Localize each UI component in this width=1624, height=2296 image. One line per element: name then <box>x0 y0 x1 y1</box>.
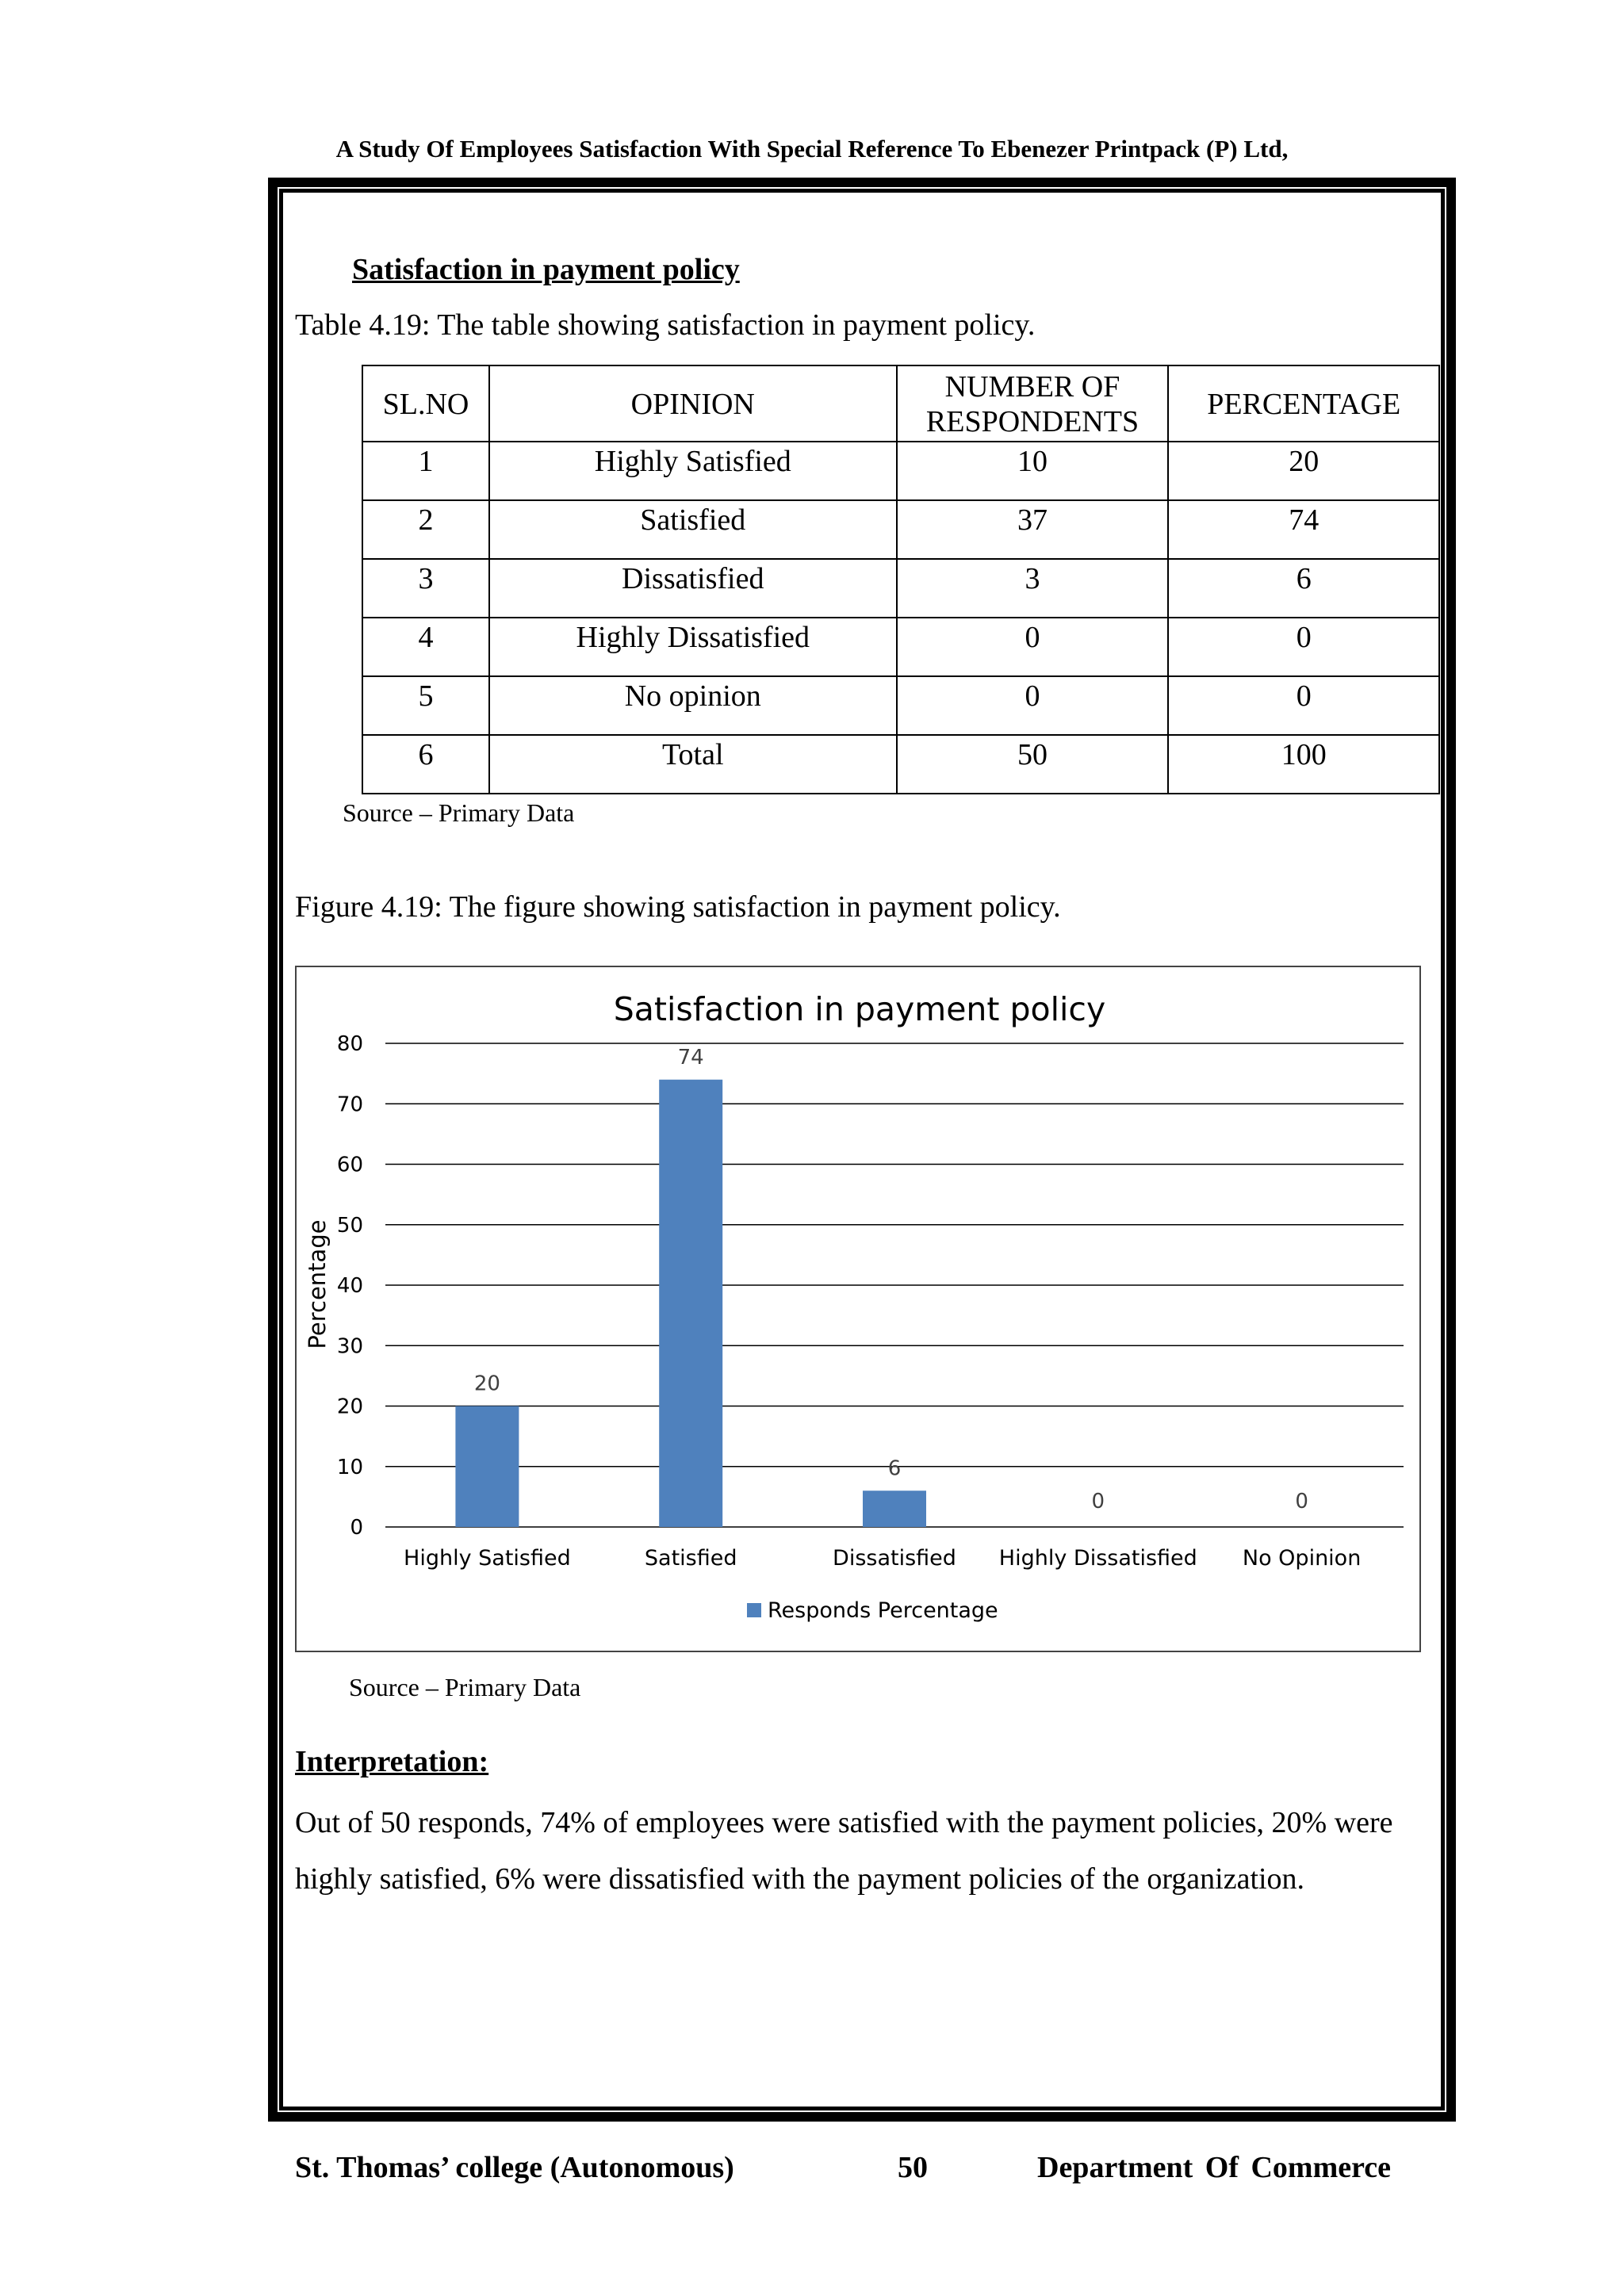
cell-sl-no: 3 <box>362 559 489 618</box>
cell-respondents: 0 <box>897 618 1169 676</box>
interpretation-text: Out of 50 responds, 74% of employees were satisfied with the payment policies, 20% were highly satisfied, 6% were dissatisfied with the payment policies of the organization. <box>295 1806 1393 1896</box>
legend-label: Responds Percentage <box>768 1598 998 1623</box>
cell-sl-no: 2 <box>362 500 489 559</box>
satisfaction-table <box>362 365 1440 794</box>
cell-opinion: Highly Dissatisfied <box>489 618 897 676</box>
x-category-label: Highly Dissatisfied <box>998 1546 1197 1571</box>
cell-sl-no: 5 <box>362 676 489 735</box>
interpretation-heading: Interpretation: <box>295 1745 489 1778</box>
y-axis-label: Percentage <box>304 1219 331 1349</box>
cell-opinion: Dissatisfied <box>489 559 897 618</box>
bar <box>455 1406 519 1528</box>
cell-opinion: Satisfied <box>489 500 897 559</box>
cell-respondents: 10 <box>897 442 1169 500</box>
table-row <box>362 442 1439 500</box>
y-tick-label: 80 <box>336 1032 363 1056</box>
cell-opinion: Highly Satisfied <box>489 442 897 500</box>
cell-respondents: 37 <box>897 500 1169 559</box>
x-category-label: Dissatisfied <box>833 1546 956 1571</box>
figure-source: Source – Primary Data <box>349 1673 581 1701</box>
cell-respondents: 3 <box>897 559 1169 618</box>
cell-opinion: No opinion <box>489 676 897 735</box>
data-label: 0 <box>1295 1490 1308 1513</box>
cell-percentage: 100 <box>1168 735 1439 794</box>
data-label: 20 <box>473 1372 500 1396</box>
cell-respondents: 50 <box>897 735 1169 794</box>
header-opinion: OPINION <box>489 365 897 442</box>
page-header: A Study Of Employees Satisfaction With Special Reference To Ebenezer Printpack (P) Ltd, <box>335 135 1289 163</box>
cell-sl-no: 4 <box>362 618 489 676</box>
table-row <box>362 676 1439 735</box>
cell-sl-no: 1 <box>362 442 489 500</box>
table-header-row <box>362 365 1439 442</box>
y-tick-label: 20 <box>336 1395 363 1419</box>
x-category-label: Highly Satisfied <box>404 1546 571 1571</box>
cell-opinion: Total <box>489 735 897 794</box>
y-tick-label: 70 <box>336 1093 363 1117</box>
table-caption: Table 4.19: The table showing satisfaction in payment policy. <box>295 308 1036 342</box>
cell-percentage: 6 <box>1168 559 1439 618</box>
y-tick-label: 10 <box>336 1455 363 1479</box>
figure-caption: Figure 4.19: The figure showing satisfaction in payment policy. <box>295 890 1061 924</box>
cell-percentage: 0 <box>1168 618 1439 676</box>
x-category-label: No Opinion <box>1242 1546 1362 1571</box>
cell-percentage: 74 <box>1168 500 1439 559</box>
y-tick-label: 60 <box>336 1153 363 1177</box>
table-source: Source – Primary Data <box>343 798 575 827</box>
footer-department: Department Of Commerce <box>1037 2151 1392 2184</box>
footer-college: St. Thomas’ college (Autonomous) <box>295 2151 734 2184</box>
data-label: 0 <box>1091 1490 1105 1513</box>
x-category-label: Satisfied <box>644 1546 737 1571</box>
chart-title: Satisfaction in payment policy <box>613 990 1106 1028</box>
y-tick-label: 40 <box>336 1274 363 1298</box>
cell-percentage: 0 <box>1168 676 1439 735</box>
bar-chart <box>295 966 1421 1652</box>
legend-swatch <box>747 1603 761 1617</box>
cell-respondents: 0 <box>897 676 1169 735</box>
bar <box>863 1490 926 1527</box>
y-tick-label: 0 <box>350 1516 363 1540</box>
data-label: 74 <box>677 1045 704 1070</box>
section-heading: Satisfaction in payment policy <box>352 253 740 286</box>
cell-percentage: 20 <box>1168 442 1439 500</box>
table-row <box>362 618 1439 676</box>
table-row <box>362 735 1439 794</box>
footer-page-number: 50 <box>898 2151 928 2184</box>
y-tick-label: 30 <box>336 1334 363 1359</box>
cell-sl-no: 6 <box>362 735 489 794</box>
header-sl-no: SL.NO <box>362 365 489 442</box>
table-row <box>362 500 1439 559</box>
bar <box>659 1080 722 1527</box>
header-percentage: PERCENTAGE <box>1168 365 1439 442</box>
table-row <box>362 559 1439 618</box>
y-tick-label: 50 <box>336 1213 363 1238</box>
header-respondents: NUMBER OF RESPONDENTS <box>897 365 1169 442</box>
chart-canvas <box>297 967 1419 1651</box>
data-label: 6 <box>887 1456 902 1481</box>
